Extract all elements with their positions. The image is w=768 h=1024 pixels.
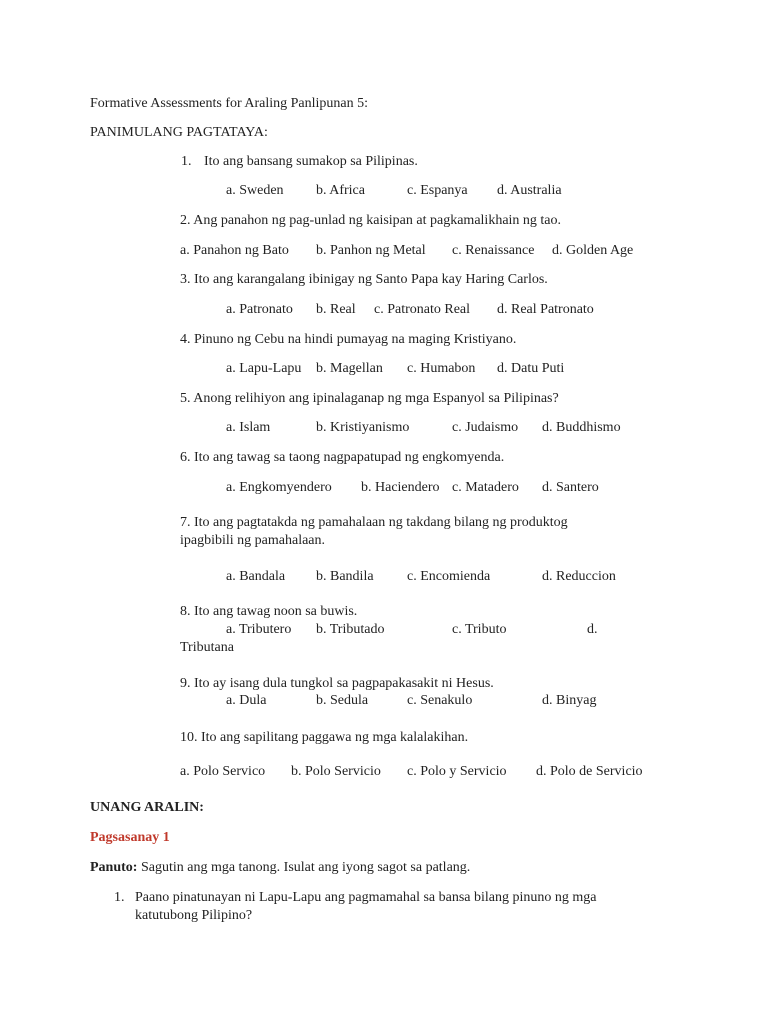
question-6-choice-b: b. Haciendero [361, 480, 440, 495]
question-10-choice-c: c. Polo y Servicio [407, 764, 507, 779]
question-4-text: 4. Pinuno ng Cebu na hindi pumayag na maging Kristiyano. [180, 332, 517, 347]
question-2-choice-c: c. Renaissance [452, 243, 535, 258]
section-heading-panimulang-pagtataya: PANIMULANG PAGTATAYA: [90, 125, 268, 140]
question-10-choice-b: b. Polo Servicio [291, 764, 381, 779]
question-1-choice-c: c. Espanya [407, 183, 468, 198]
question-10-choice-d: d. Polo de Servicio [536, 764, 643, 779]
question-3-choice-d: d. Real Patronato [497, 302, 594, 317]
question-8-choice-d: d. [587, 622, 598, 637]
question-8-choice-b: b. Tributado [316, 622, 385, 637]
instruction-line [90, 859, 470, 877]
instruction-label: Panuto: [90, 860, 138, 875]
document-title: Formative Assessments for Araling Panlipunan 5: [90, 96, 369, 111]
question-1-number: 1. [181, 154, 192, 169]
question-4-choice-a: a. Lapu-Lapu [226, 361, 302, 376]
instruction-text: Sagutin ang mga tanong. Isulat ang iyong sagot sa patlang. [140, 860, 471, 875]
question-4-choice-c: c. Humabon [407, 361, 476, 376]
question-7-text-line-1: 7. Ito ang pagtatakda ng pamahalaan ng takdang bilang ng produktog [180, 515, 568, 530]
question-7-choice-d: d. Reduccion [542, 569, 616, 584]
question-5-choice-a: a. Islam [226, 420, 271, 435]
question-2-choice-b: b. Panhon ng Metal [316, 243, 426, 258]
question-4-choice-d: d. Datu Puti [497, 361, 565, 376]
exercise-item-1-line-1: Paano pinatunayan ni Lapu-Lapu ang pagmamahal sa bansa bilang pinuno ng mga [135, 890, 597, 905]
question-7-text-line-2: ipagbibili ng pamahalaan. [180, 533, 326, 548]
exercise-heading: Pagsasanay 1 [90, 830, 170, 845]
question-8-text: 8. Ito ang tawag noon sa buwis. [180, 604, 358, 619]
question-7-choice-c: c. Encomienda [407, 569, 491, 584]
section-heading-unang-aralin: UNANG ARALIN: [90, 800, 204, 815]
question-9-choice-a: a. Dula [226, 693, 267, 708]
question-1-choice-a: a. Sweden [226, 183, 284, 198]
question-5-choice-d: d. Buddhismo [542, 420, 621, 435]
question-3-text: 3. Ito ang karangalang ibinigay ng Santo Papa kay Haring Carlos. [180, 272, 548, 287]
question-5-choice-b: b. Kristiyanismo [316, 420, 410, 435]
question-10-choice-a: a. Polo Servico [180, 764, 266, 779]
question-1-choice-b: b. Africa [316, 183, 365, 198]
question-6-choice-d: d. Santero [542, 480, 599, 495]
question-1-text: Ito ang bansang sumakop sa Pilipinas. [204, 154, 418, 169]
question-7-choice-a: a. Bandala [226, 569, 286, 584]
question-8-choice-d-text: Tributana [180, 640, 234, 655]
question-2-choice-d: d. Golden Age [552, 243, 634, 258]
question-9-choice-d: d. Binyag [542, 693, 597, 708]
question-3-choice-c: c. Patronato Real [374, 302, 471, 317]
exercise-item-1-number: 1. [114, 890, 125, 905]
question-9-text: 9. Ito ay isang dula tungkol sa pagpapakasakit ni Hesus. [180, 676, 494, 691]
question-6-text: 6. Ito ang tawag sa taong nagpapatupad ng engkomyenda. [180, 450, 505, 465]
question-8-choice-c: c. Tributo [452, 622, 507, 637]
question-7-choice-b: b. Bandila [316, 569, 374, 584]
question-10-text: 10. Ito ang sapilitang paggawa ng mga kalalakihan. [180, 730, 469, 745]
question-9-choice-b: b. Sedula [316, 693, 369, 708]
question-9-choice-c: c. Senakulo [407, 693, 473, 708]
question-6-choice-c: c. Matadero [452, 480, 519, 495]
question-5-text: 5. Anong relihiyon ang ipinalaganap ng mga Espanyol sa Pilipinas? [180, 391, 559, 406]
question-2-choice-a: a. Panahon ng Bato [180, 243, 289, 258]
question-3-choice-b: b. Real [316, 302, 356, 317]
question-2-text: 2. Ang panahon ng pag-unlad ng kaisipan at pagkamalikhain ng tao. [180, 213, 562, 228]
exercise-item-1-line-2: katutubong Pilipino? [135, 908, 253, 923]
question-3-choice-a: a. Patronato [226, 302, 293, 317]
question-1-choice-d: d. Australia [497, 183, 562, 198]
question-8-choice-a: a. Tributero [226, 622, 292, 637]
question-6-choice-a: a. Engkomyendero [226, 480, 332, 495]
question-5-choice-c: c. Judaismo [452, 420, 519, 435]
question-4-choice-b: b. Magellan [316, 361, 383, 376]
